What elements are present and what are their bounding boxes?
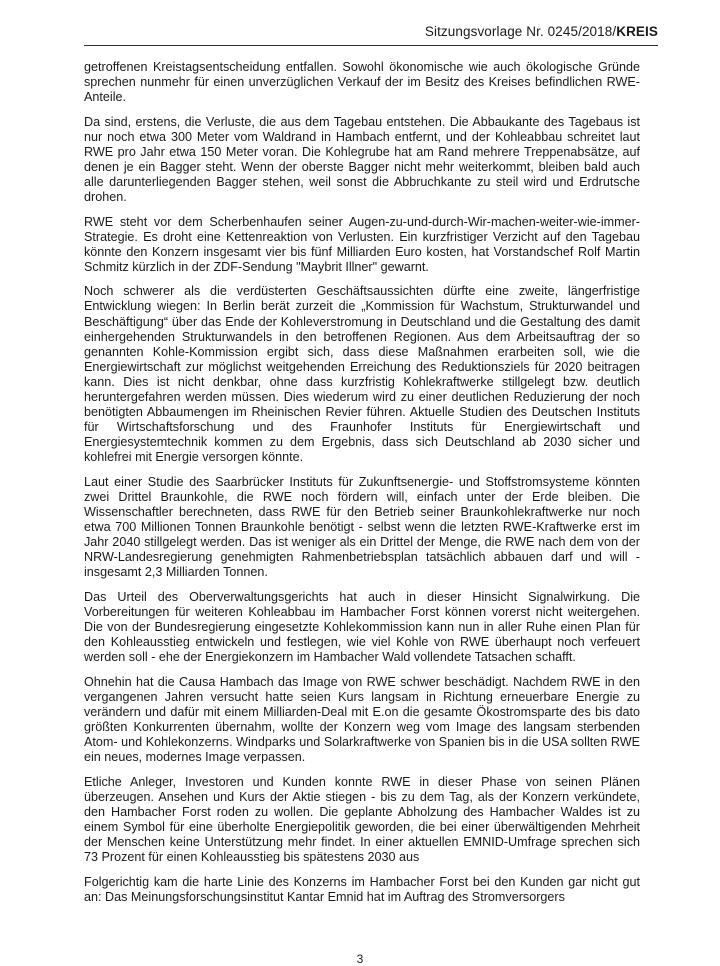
paragraph: Da sind, erstens, die Verluste, die aus dem Tagebau entstehen. Die Abbaukante des Tagebaus ist nur noch etwa 300 Meter vom Waldrand in Hambach entfernt, und der Kohleabbau schreitet laut RWE pro Jahr etwa 150 Meter voran. Die Kohlegrube hat am Rand mehrere Treppenabsätze, auf denen je ein Bagger steht. Wenn der oberste Bagger nicht mehr weiterkommt, bleiben bald auch alle darunterliegenden Bagger stehen, weil sonst die Abbruchkante zu steil wird und Erdrutsche drohen. [84,114,640,205]
page-number: 3 [356,952,364,966]
header-kreis: KREIS [616,24,658,39]
paragraph: Das Urteil des Oberverwaltungsgerichts hat auch in dieser Hinsicht Signalwirkung. Die Vorbereitungen für weiteren Kohleabbau im Hambacher Forst können vorerst nicht weitergehen. Die von der Bundesregierung eingesetzte Kohlekommission kann nun in aller Ruhe einen Plan für den Kohleausstieg entwickeln und festlegen, wie viel Kohle von RWE überhaupt noch verfeuert werden soll - ehe der Energiekonzern im Hambacher Wald vollendete Tatsachen schafft. [84,589,640,665]
paragraph: Etliche Anleger, Investoren und Kunden konnte RWE in dieser Phase von seinen Plänen überzeugen. Ansehen und Kurs der Aktie stiegen - bis zu dem Tag, als der Konzern verkündete, den Hambacher Forst roden zu wollen. Die geplante Abholzung des Hambacher Waldes ist zu einem Symbol für eine überholte Energiepolitik geworden, die bei einer überwältigenden Mehrheit der Menschen keine Unterstützung mehr findet. In einer aktuellen EMNID-Umfrage sprechen sich 73 Prozent für einen Kohleausstieg bis spätestens 2030 aus [84,774,640,865]
header-divider [84,45,658,46]
paragraph: Laut einer Studie des Saarbrücker Instituts für Zukunftsenergie- und Stoffstromsysteme könnten zwei Drittel Braunkohle, die RWE noch fördern will, einfach unter der Erde bleiben. Die Wissenschaftler berechneten, dass RWE für den Betrieb seiner Braunkohlekraftwerke nur noch etwa 700 Millionen Tonnen Braunkohle benötigt - selbst wenn die letzten RWE-Kraftwerke erst im Jahr 2040 stillgelegt werden. Das ist weniger als ein Drittel der Menge, die RWE nach dem von der NRW-Landesregierung genehmigten Rahmenbetriebsplan tatsächlich abbauen darf und will - insgesamt 2,3 Milliarden Tonnen. [84,474,640,580]
header-reference: Sitzungsvorlage Nr. 0245/2018/ [424,24,617,39]
paragraph: Noch schwerer als die verdüsterten Geschäftsaussichten dürfte eine zweite, längerfristige Entwicklung wiegen: In Berlin berät zurzeit die „Kommission für Wachstum, Strukturwandel und Beschäftigung“ über das Ende der Kohleverstromung in Deutschland und die Gestaltung des damit einhergehenden Strukturwandels in den betroffenen Regionen. Aus dem Arbeitsauftrag der so genannten Kohle-Kommission ergibt sich, dass diese Maßnahmen erarbeiten soll, wie die Energiewirtschaft zur möglichst weitgehenden Erreichung des Reduktionsziels für 2020 beitragen kann. Dies ist nicht denkbar, ohne dass kurzfristig Kohlekraftwerke stillgelegt bzw. deutlich heruntergefahren werden müssen. Dies wiederum wird zu einer deutlichen Reduzierung der noch benötigten Abbaumengen im Rheinischen Revier führen. Aktuelle Studien des Deutschen Instituts für Wirtschaftsforschung und des Fraunhofer Instituts für Energiewirtschaft und Energiesystemtechnik kommen zu dem Ergebnis, dass sich Deutschland ab 2030 sicher und kohlefrei mit Energie versorgen könnte. [84,284,640,465]
paragraph: RWE steht vor dem Scherbenhaufen seiner Augen-zu-und-durch-Wir-machen-weiter-wie-immer-Strategie. Es droht eine Kettenreaktion von Verlusten. Ein kurzfristiger Verzicht auf den Tagebau könnte den Konzern insgesamt vier bis fünf Milliarden Euro kosten, hat Vorstandschef Rolf Martin Schmitz kürzlich in der ZDF-Sendung "Maybrit Illner" gewarnt. [84,214,640,274]
paragraph: getroffenen Kreistagsentscheidung entfallen. Sowohl ökonomische wie auch ökologische Gründe sprechen nunmehr für einen unverzüglichen Verkauf der im Besitz des Kreises befindlichen RWE-Anteile. [84,60,640,105]
paragraph: Ohnehin hat die Causa Hambach das Image von RWE schwer beschädigt. Nachdem RWE in den vergangenen Jahren versucht hatte seien Kurs langsam in Richtung erneuerbare Energie zu verändern und dafür mit einem Milliarden-Deal mit E.on die gesamte Ökostromsparte des bis dato größten Konkurrenten übernahm, wollte der Konzern weg vom Image des langsam sterbenden Atom- und Kohlekonzerns. Windparks und Solarkraftwerke von Spanien bis in die USA sollten RWE ein neues, modernes Image verpassen. [84,674,640,765]
document-body [84,60,640,914]
paragraph: Folgerichtig kam die harte Linie des Konzerns im Hambacher Forst bei den Kunden gar nicht gut an: Das Meinungsforschungsinstitut Kantar Emnid hat im Auftrag des Stromversorgers [84,874,640,904]
document-header [425,24,658,39]
